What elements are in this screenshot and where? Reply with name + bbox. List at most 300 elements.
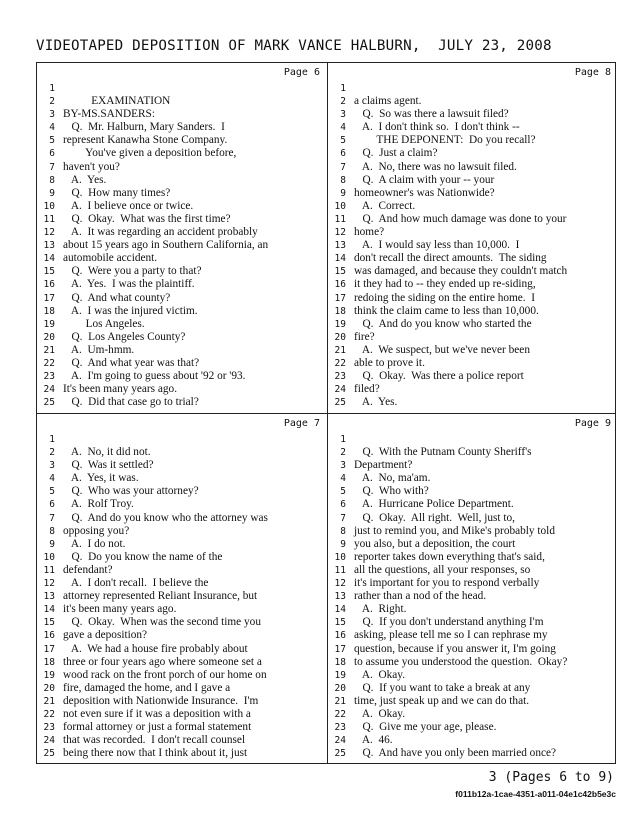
- line-number: 20: [334, 682, 346, 694]
- line-number: 6: [49, 499, 55, 511]
- line-text: opposing you?: [63, 524, 130, 537]
- line-text: A. Um-hmm.: [63, 343, 135, 356]
- transcript-line: [37, 695, 326, 708]
- line-number: 19: [43, 669, 55, 681]
- transcript-line: [37, 187, 326, 200]
- line-text: attorney represented Reliant Insurance, but: [63, 590, 258, 603]
- transcript-page-6: [37, 63, 326, 412]
- line-text: A. Yes.: [63, 173, 107, 186]
- transcript-line: [328, 108, 617, 121]
- transcript-line: [37, 485, 326, 498]
- line-number: 10: [334, 200, 346, 212]
- line-number: 16: [334, 630, 346, 642]
- transcript-line: [37, 278, 326, 291]
- transcript-line: [328, 396, 617, 409]
- page-label: Page 9: [574, 418, 611, 429]
- line-number: 20: [43, 331, 55, 343]
- transcript-line: [37, 213, 326, 226]
- line-number: 21: [43, 695, 55, 707]
- deposition-title: VIDEOTAPED DEPOSITION OF MARK VANCE HALBURN, JULY 23, 2008: [36, 38, 552, 54]
- line-text: A. Yes. I was the plaintiff.: [63, 278, 195, 291]
- transcript-line: [328, 213, 617, 226]
- line-text: redoing the siding on the entire home. I: [354, 291, 536, 304]
- line-number: 7: [340, 161, 346, 173]
- transcript-line: [37, 174, 326, 187]
- line-number: 25: [43, 748, 55, 760]
- transcript-line: [328, 512, 617, 525]
- line-text: Department?: [354, 459, 413, 472]
- transcript-line: [37, 747, 326, 760]
- transcript-line: [37, 472, 326, 485]
- transcript-line: [37, 551, 326, 564]
- transcript-line: [37, 305, 326, 318]
- line-number: 3: [49, 460, 55, 472]
- transcript-line: [328, 485, 617, 498]
- line-text: Q. Was it settled?: [63, 459, 154, 472]
- line-text: you also, but a deposition, the court: [354, 537, 516, 550]
- line-number: 2: [340, 96, 346, 108]
- line-number: 25: [334, 748, 346, 760]
- line-number: 5: [340, 135, 346, 147]
- line-text: three or four years ago where someone set a: [63, 655, 262, 668]
- line-text: You've given a deposition before,: [63, 147, 237, 160]
- line-number: 9: [340, 187, 346, 199]
- line-text: A. Hurricane Police Department.: [354, 498, 514, 511]
- line-number: 4: [49, 122, 55, 134]
- line-number: 14: [334, 604, 346, 616]
- line-text: Q. Los Angeles County?: [63, 330, 186, 343]
- transcript-line: [328, 708, 617, 721]
- line-number: 16: [43, 630, 55, 642]
- transcript-line: [328, 656, 617, 669]
- transcript-line: [37, 82, 326, 95]
- line-number: 10: [43, 551, 55, 563]
- line-number: 1: [340, 83, 346, 94]
- line-number: 22: [43, 708, 55, 720]
- line-number: 11: [43, 213, 55, 225]
- line-text: able to prove it.: [354, 356, 425, 369]
- transcript-line: [328, 383, 617, 396]
- line-text: A. Yes.: [354, 396, 398, 409]
- line-number: 12: [334, 227, 346, 239]
- line-text: A. Rolf Troy.: [63, 498, 134, 511]
- line-number: 3: [49, 109, 55, 121]
- line-text: A. I do not.: [63, 537, 126, 550]
- line-number: 22: [334, 357, 346, 369]
- transcript-lines: [37, 433, 326, 760]
- page-label: Page 7: [283, 418, 320, 429]
- line-text: that was recorded. I don't recall counsel: [63, 734, 246, 747]
- transcript-line: [37, 383, 326, 396]
- line-text: question, because if you answer it, I'm going: [354, 642, 556, 655]
- line-number: 13: [43, 591, 55, 603]
- transcript-line: [328, 682, 617, 695]
- line-text: rather than a nod of the head.: [354, 590, 487, 603]
- line-text: A. We suspect, but we've never been: [354, 343, 530, 356]
- transcript-line: [328, 318, 617, 331]
- transcript-line: [37, 656, 326, 669]
- line-text: Q. And what year was that?: [63, 356, 200, 369]
- line-number: 17: [43, 292, 55, 304]
- line-number: 5: [340, 486, 346, 498]
- transcript-page-8: [328, 63, 617, 412]
- transcript-line: [328, 616, 617, 629]
- transcript-line: [37, 682, 326, 695]
- line-text: Q. Were you a party to that?: [63, 265, 202, 278]
- line-number: 22: [43, 357, 55, 369]
- transcript-line: [37, 200, 326, 213]
- line-number: 5: [49, 135, 55, 147]
- line-text: A. No, ma'am.: [354, 472, 431, 485]
- line-text: Q. And do you know who started the: [354, 317, 532, 330]
- transcript-line: [328, 747, 617, 760]
- transcript-grid: [36, 62, 616, 764]
- transcript-line: [328, 446, 617, 459]
- transcript-line: [328, 161, 617, 174]
- transcript-line: [37, 134, 326, 147]
- transcript-line: [37, 538, 326, 551]
- line-number: 17: [334, 643, 346, 655]
- transcript-line: [328, 121, 617, 134]
- line-text: fire, damaged the home, and I gave a: [63, 681, 231, 694]
- line-number: 24: [334, 384, 346, 396]
- transcript-line: [328, 551, 617, 564]
- line-number: 17: [334, 292, 346, 304]
- line-text: Q. If you want to take a break at any: [354, 681, 531, 694]
- transcript-line: [37, 564, 326, 577]
- transcript-line: [328, 525, 617, 538]
- line-number: 12: [43, 578, 55, 590]
- line-number: 19: [334, 318, 346, 330]
- transcript-line: [328, 265, 617, 278]
- transcript-line: [328, 564, 617, 577]
- line-number: 6: [340, 148, 346, 160]
- line-number: 17: [43, 643, 55, 655]
- line-text: was damaged, and because they couldn't match: [354, 265, 568, 278]
- line-number: 2: [49, 447, 55, 459]
- line-text: asking, please tell me so I can rephrase my: [354, 629, 548, 642]
- line-text: Q. Who with?: [354, 485, 429, 498]
- transcript-line: [328, 603, 617, 616]
- line-number: 12: [334, 578, 346, 590]
- line-number: 15: [43, 617, 55, 629]
- line-number: 9: [49, 538, 55, 550]
- line-text: A. I would say less than 10,000. I: [354, 239, 520, 252]
- line-number: 14: [334, 253, 346, 265]
- line-number: 10: [43, 200, 55, 212]
- transcript-line: [37, 331, 326, 344]
- line-number: 14: [43, 253, 55, 265]
- transcript-line: [328, 370, 617, 383]
- page-label: Page 8: [574, 67, 611, 78]
- transcript-line: [328, 498, 617, 511]
- transcript-page-9: [328, 414, 617, 763]
- transcript-line: [37, 396, 326, 409]
- line-text: Los Angeles.: [63, 317, 145, 330]
- line-text: A. No, there was no lawsuit filed.: [354, 160, 517, 173]
- transcript-line: [328, 357, 617, 370]
- transcript-line: [328, 590, 617, 603]
- line-number: 20: [43, 682, 55, 694]
- transcript-line: [37, 370, 326, 383]
- line-number: 7: [49, 161, 55, 173]
- line-number: 12: [43, 227, 55, 239]
- line-text: EXAMINATION: [63, 95, 171, 108]
- transcript-line: [328, 226, 617, 239]
- line-number: 10: [334, 551, 346, 563]
- line-text: all the questions, all your responses, so: [354, 563, 531, 576]
- transcript-line: [37, 669, 326, 682]
- line-text: being there now that I think about it, just: [63, 747, 248, 760]
- line-number: 11: [43, 564, 55, 576]
- line-text: homeowner's was Nationwide?: [354, 186, 495, 199]
- line-number: 9: [49, 187, 55, 199]
- line-text: Q. And how much damage was done to your: [354, 212, 567, 225]
- transcript-line: [37, 108, 326, 121]
- transcript-line: [37, 590, 326, 603]
- line-number: 14: [43, 604, 55, 616]
- transcript-lines: [37, 82, 326, 409]
- line-number: 4: [49, 473, 55, 485]
- line-number: 3: [340, 109, 346, 121]
- transcript-line: [328, 721, 617, 734]
- line-text: about 15 years ago in Southern California, an: [63, 239, 269, 252]
- line-number: 15: [334, 617, 346, 629]
- line-number: 8: [49, 174, 55, 186]
- line-number: 20: [334, 331, 346, 343]
- document-id: f011b12a-1cae-4351-a011-04e1c42b5e3c: [455, 789, 616, 799]
- line-text: Q. Okay. When was the second time you: [63, 616, 261, 629]
- transcript-line: [37, 603, 326, 616]
- transcript-line: [37, 239, 326, 252]
- line-text: Q. How many times?: [63, 186, 171, 199]
- line-text: A. Okay.: [354, 707, 406, 720]
- transcript-line: [37, 629, 326, 642]
- line-number: 24: [334, 735, 346, 747]
- line-number: 21: [334, 344, 346, 356]
- line-number: 24: [43, 384, 55, 396]
- line-number: 2: [49, 96, 55, 108]
- line-text: Q. Just a claim?: [354, 147, 438, 160]
- transcript-line: [328, 187, 617, 200]
- line-number: 15: [334, 266, 346, 278]
- page-range-footer: 3 (Pages 6 to 9): [488, 770, 614, 785]
- line-text: home?: [354, 226, 385, 239]
- transcript-line: [37, 121, 326, 134]
- transcript-line: [37, 95, 326, 108]
- transcript-line: [37, 265, 326, 278]
- line-number: 3: [340, 460, 346, 472]
- transcript-line: [328, 278, 617, 291]
- line-number: 11: [334, 564, 346, 576]
- transcript-line: [328, 643, 617, 656]
- transcript-line: [328, 239, 617, 252]
- transcript-line: [37, 577, 326, 590]
- transcript-lines: [328, 82, 617, 409]
- transcript-line: [37, 734, 326, 747]
- line-text: Q. Do you know the name of the: [63, 550, 223, 563]
- line-text: it they had to -- they ended up re-siding,: [354, 278, 536, 291]
- line-text: reporter takes down everything that's said,: [354, 550, 545, 563]
- line-text: Q. Mr. Halburn, Mary Sanders. I: [63, 121, 225, 134]
- line-number: 21: [43, 344, 55, 356]
- line-number: 25: [43, 397, 55, 409]
- transcript-line: [328, 734, 617, 747]
- transcript-line: [37, 446, 326, 459]
- transcript-line: [37, 643, 326, 656]
- line-text: a claims agent.: [354, 95, 422, 108]
- line-text: BY-MS.SANDERS:: [63, 108, 155, 121]
- line-text: A. I was the injured victim.: [63, 304, 198, 317]
- line-text: don't recall the direct amounts. The siding: [354, 252, 547, 265]
- page-label: Page 6: [283, 67, 320, 78]
- transcript-line: [328, 292, 617, 305]
- line-text: Q. And have you only been married once?: [354, 747, 557, 760]
- line-text: A. 46.: [354, 734, 393, 747]
- line-text: Q. Okay. What was the first time?: [63, 212, 231, 225]
- transcript-line: [37, 512, 326, 525]
- line-number: 8: [49, 525, 55, 537]
- line-text: Q. Give me your age, please.: [354, 721, 497, 734]
- line-text: haven't you?: [63, 160, 120, 173]
- line-text: represent Kanawha Stone Company.: [63, 134, 228, 147]
- line-number: 23: [43, 722, 55, 734]
- transcript-line: [37, 344, 326, 357]
- line-text: formal attorney or just a formal statement: [63, 721, 252, 734]
- line-number: 23: [43, 371, 55, 383]
- line-number: 22: [334, 708, 346, 720]
- line-text: A. Yes, it was.: [63, 472, 139, 485]
- line-text: A. I don't think so. I don't think --: [354, 121, 520, 134]
- line-number: 11: [334, 213, 346, 225]
- line-number: 6: [340, 499, 346, 511]
- transcript-line: [328, 252, 617, 265]
- transcript-line: [328, 82, 617, 95]
- line-text: A. No, it did not.: [63, 446, 151, 459]
- line-number: 1: [49, 434, 55, 445]
- transcript-page-7: [37, 414, 326, 763]
- transcript-line: [328, 433, 617, 446]
- line-number: 19: [43, 318, 55, 330]
- transcript-line: [37, 459, 326, 472]
- line-number: 1: [340, 434, 346, 445]
- line-number: 15: [43, 266, 55, 278]
- line-text: time, just speak up and we can do that.: [354, 694, 530, 707]
- line-number: 7: [49, 512, 55, 524]
- transcript-line: [328, 459, 617, 472]
- line-text: It's been many years ago.: [63, 383, 178, 396]
- transcript-line: [328, 134, 617, 147]
- line-number: 16: [43, 279, 55, 291]
- transcript-line: [37, 721, 326, 734]
- transcript-line: [328, 538, 617, 551]
- transcript-line: [37, 226, 326, 239]
- line-number: 19: [334, 669, 346, 681]
- transcript-line: [328, 577, 617, 590]
- line-text: Q. Did that case go to trial?: [63, 396, 199, 409]
- line-text: Q. Okay. Was there a police report: [354, 370, 524, 383]
- line-text: A. Correct.: [354, 199, 416, 212]
- transcript-line: [37, 161, 326, 174]
- transcript-line: [37, 357, 326, 370]
- line-text: to assume you understood the question. Okay?: [354, 655, 568, 668]
- line-text: Q. A claim with your -- your: [354, 173, 495, 186]
- line-text: Q. Who was your attorney?: [63, 485, 199, 498]
- transcript-line: [328, 669, 617, 682]
- line-text: it's important for you to respond verbally: [354, 577, 540, 590]
- transcript-line: [328, 174, 617, 187]
- transcript-line: [37, 147, 326, 160]
- line-text: A. I don't recall. I believe the: [63, 577, 209, 590]
- line-text: Q. And what county?: [63, 291, 171, 304]
- transcript-line: [328, 331, 617, 344]
- line-number: 23: [334, 722, 346, 734]
- line-text: it's been many years ago.: [63, 603, 177, 616]
- line-text: defendant?: [63, 563, 113, 576]
- line-text: A. It was regarding an accident probably: [63, 226, 258, 239]
- line-text: just to remind you, and Mike's probably told: [354, 524, 555, 537]
- line-number: 13: [334, 240, 346, 252]
- line-text: fire?: [354, 330, 375, 343]
- line-number: 4: [340, 473, 346, 485]
- line-number: 18: [334, 656, 346, 668]
- line-number: 13: [43, 240, 55, 252]
- line-text: think the claim came to less than 10,000.: [354, 304, 539, 317]
- line-number: 18: [43, 656, 55, 668]
- line-number: 7: [340, 512, 346, 524]
- line-text: filed?: [354, 383, 380, 396]
- transcript-line: [328, 147, 617, 160]
- line-text: A. We had a house fire probably about: [63, 642, 248, 655]
- transcript-line: [328, 472, 617, 485]
- line-number: 8: [340, 525, 346, 537]
- line-number: 16: [334, 279, 346, 291]
- transcript-line: [328, 305, 617, 318]
- line-text: THE DEPONENT: Do you recall?: [354, 134, 536, 147]
- transcript-line: [37, 292, 326, 305]
- line-number: 1: [49, 83, 55, 94]
- transcript-line: [37, 708, 326, 721]
- line-text: gave a deposition?: [63, 629, 148, 642]
- transcript-line: [328, 95, 617, 108]
- line-number: 25: [334, 397, 346, 409]
- line-number: 9: [340, 538, 346, 550]
- line-number: 5: [49, 486, 55, 498]
- line-number: 2: [340, 447, 346, 459]
- transcript-line: [37, 525, 326, 538]
- line-number: 23: [334, 371, 346, 383]
- line-text: Q. If you don't understand anything I'm: [354, 616, 544, 629]
- line-text: deposition with Nationwide Insurance. I'm: [63, 694, 259, 707]
- line-text: not even sure if it was a deposition with a: [63, 707, 251, 720]
- transcript-line: [328, 629, 617, 642]
- transcript-line: [37, 433, 326, 446]
- transcript-line: [37, 498, 326, 511]
- line-text: Q. With the Putnam County Sheriff's: [354, 446, 532, 459]
- line-text: Q. Okay. All right. Well, just to,: [354, 511, 516, 524]
- line-text: A. Right.: [354, 603, 407, 616]
- line-text: Q. And do you know who the attorney was: [63, 511, 268, 524]
- transcript-lines: [328, 433, 617, 760]
- transcript-line: [328, 344, 617, 357]
- line-number: 21: [334, 695, 346, 707]
- transcript-line: [37, 318, 326, 331]
- transcript-line: [328, 695, 617, 708]
- transcript-line: [37, 252, 326, 265]
- line-number: 4: [340, 122, 346, 134]
- line-number: 24: [43, 735, 55, 747]
- line-text: A. I believe once or twice.: [63, 199, 194, 212]
